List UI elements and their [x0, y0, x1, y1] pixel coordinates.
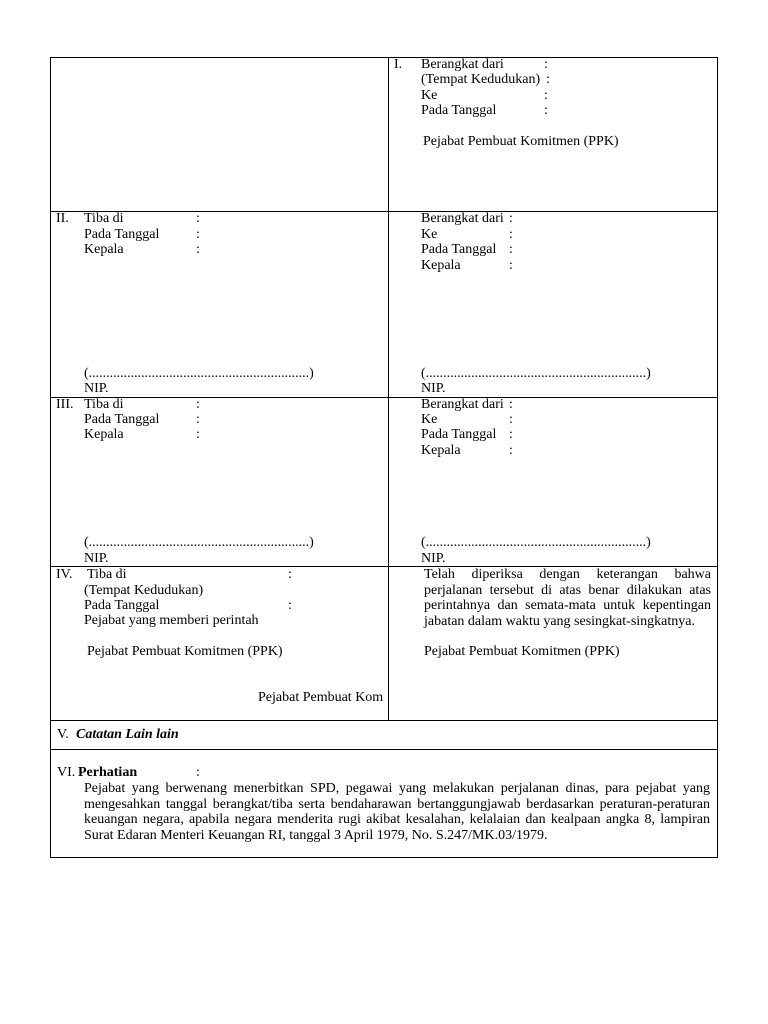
- s3-right-kepala-colon: :: [509, 443, 513, 458]
- s1-ke-label: Ke: [421, 88, 438, 103]
- s2-right-nip: NIP.: [421, 381, 446, 396]
- s4-verification-note: [424, 567, 711, 629]
- s4-tempat-label: (Tempat Kedudukan): [84, 583, 204, 598]
- s4-right-ppk-title: Pejabat Pembuat Komitmen (PPK): [424, 644, 620, 659]
- s3-ke-label: Ke: [421, 412, 438, 427]
- s4-tanggal-colon: :: [288, 598, 292, 613]
- s4-pemberi-label: Pejabat yang memberi perintah: [84, 613, 259, 628]
- s1-tanggal-label: Pada Tanggal: [421, 103, 497, 118]
- s4-left-ppk-cut: Pejabat Pembuat Kom: [258, 690, 384, 705]
- s3-right-tanggal-label: Pada Tanggal: [421, 427, 497, 442]
- s3-berangkat-colon: :: [509, 397, 513, 412]
- s3-right-tanggal-colon: :: [509, 427, 513, 442]
- s2-right-kepala-label: Kepala: [421, 258, 461, 273]
- s3-left-signature-line: (...............................................................): [84, 535, 314, 550]
- s4-tiba-label: Tiba di: [87, 567, 127, 582]
- s3-tiba-colon: :: [196, 397, 200, 412]
- s2-right-tanggal-colon: :: [509, 242, 513, 257]
- s6-notice-paragraph: [84, 781, 710, 843]
- s6-title: Perhatian: [78, 765, 138, 780]
- s3-tanggal-colon: :: [196, 412, 200, 427]
- s2-right-kepala-colon: :: [509, 258, 513, 273]
- s3-right-signature-line: (...............................................................): [421, 535, 651, 550]
- s2-left-nip: NIP.: [84, 381, 109, 396]
- section-6-number: VI.: [57, 765, 76, 780]
- s2-tanggal-colon: :: [196, 227, 200, 242]
- section-3-number: III.: [56, 397, 74, 412]
- s3-right-nip: NIP.: [421, 551, 446, 566]
- s1-tempat-colon: :: [546, 72, 550, 87]
- s1-tempat-label: (Tempat Kedudukan): [421, 72, 541, 87]
- s3-kepala-label: Kepala: [84, 427, 124, 442]
- s3-left-nip: NIP.: [84, 551, 109, 566]
- row-divider-5: [50, 749, 718, 750]
- s2-tiba-label: Tiba di: [84, 211, 124, 226]
- s4-tiba-colon: :: [288, 567, 292, 582]
- row-divider-4: [50, 720, 718, 721]
- s2-ke-colon: :: [509, 227, 513, 242]
- s2-berangkat-label: Berangkat dari: [421, 211, 504, 226]
- s5-title: Catatan Lain lain: [76, 727, 179, 742]
- section-2-number: II.: [56, 211, 69, 226]
- s2-berangkat-colon: :: [509, 211, 513, 226]
- s2-tanggal-label: Pada Tanggal: [84, 227, 160, 242]
- s2-right-signature-line: (...............................................................): [421, 366, 651, 381]
- notice-line: Surat Edaran Menteri Keuangan RI, tanggal 3 April 1979, No. S.247/MK.03/1979.: [84, 827, 548, 843]
- s2-tiba-colon: :: [196, 211, 200, 226]
- note-line: perjalanan tersebut di atas benar dilakukan atas: [424, 582, 711, 598]
- section-4-number: IV.: [56, 567, 73, 582]
- notice-line: mengesahkan tanggal berangkat/tiba serta bendaharawan bertanggungjawab berdasarkan peraturan-peraturan: [84, 796, 710, 812]
- s3-tiba-label: Tiba di: [84, 397, 124, 412]
- s1-ppk-title: Pejabat Pembuat Komitmen (PPK): [423, 134, 619, 149]
- section-1-number: I.: [394, 57, 403, 72]
- column-divider: [388, 57, 389, 720]
- s3-berangkat-label: Berangkat dari: [421, 397, 504, 412]
- s2-right-tanggal-label: Pada Tanggal: [421, 242, 497, 257]
- s3-kepala-colon: :: [196, 427, 200, 442]
- s4-left-ppk-title: Pejabat Pembuat Komitmen (PPK): [87, 644, 283, 659]
- s6-colon: :: [196, 765, 200, 780]
- s2-left-signature-line: (...............................................................): [84, 366, 314, 381]
- s1-tanggal-colon: :: [544, 103, 548, 118]
- note-line: perintahnya dan semata-mata untuk kepentingan: [424, 598, 711, 613]
- section-5-number: V.: [57, 727, 69, 742]
- row-divider-1: [50, 211, 718, 212]
- notice-line: keuangan negara, apabila negara menderita rugi akibat kesalahan, kelalaian dan kealpaan angka 8, lampiran: [84, 812, 710, 827]
- s2-ke-label: Ke: [421, 227, 438, 242]
- s3-tanggal-label: Pada Tanggal: [84, 412, 160, 427]
- s2-kepala-label: Kepala: [84, 242, 124, 257]
- s4-tanggal-label: Pada Tanggal: [84, 598, 160, 613]
- s2-kepala-colon: :: [196, 242, 200, 257]
- s1-berangkat-label: Berangkat dari: [421, 57, 504, 72]
- note-line: Telah diperiksa dengan keterangan bahwa: [424, 567, 711, 582]
- s1-berangkat-colon: :: [544, 57, 548, 72]
- s1-ke-colon: :: [544, 88, 548, 103]
- row-divider-2: [50, 397, 718, 398]
- s3-ke-colon: :: [509, 412, 513, 427]
- note-line: jabatan dalam waktu yang sesingkat-singkatnya.: [424, 613, 695, 629]
- notice-line: Pejabat yang berwenang menerbitkan SPD, pegawai yang melakukan perjalanan dinas, para pejabat yang: [84, 781, 710, 796]
- s3-right-kepala-label: Kepala: [421, 443, 461, 458]
